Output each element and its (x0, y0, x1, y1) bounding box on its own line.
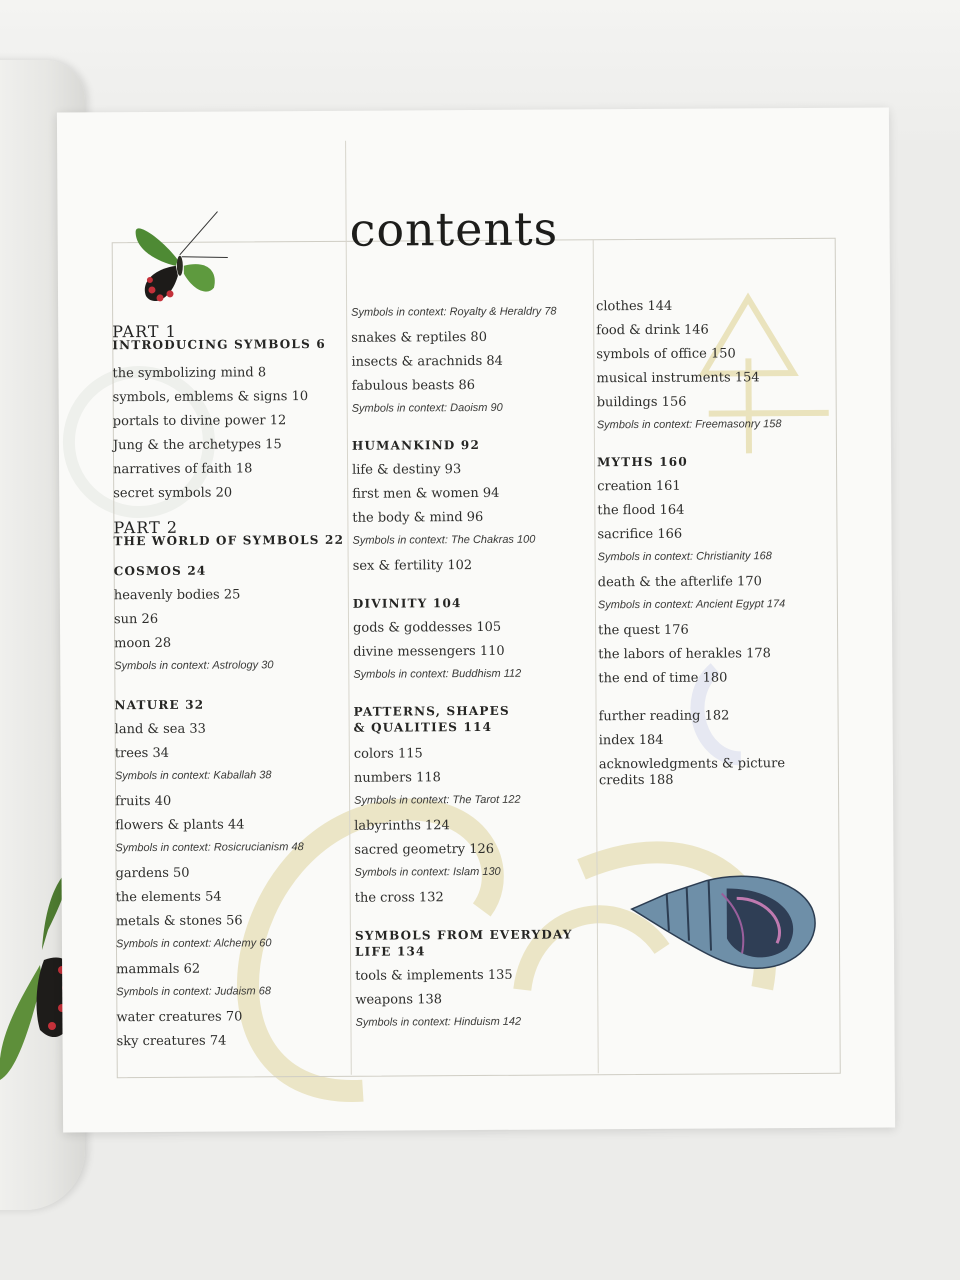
toc-entry: trees 34 (114, 745, 170, 762)
context-entry: Symbols in context: Islam 130 (354, 865, 501, 879)
toc-entry: fabulous beasts 86 (351, 378, 476, 394)
toc-entry: sacrifice 166 (597, 526, 683, 543)
context-entry: Symbols in context: Kaballah 38 (114, 769, 272, 783)
toc-entry: portals to divine power 12 (112, 413, 287, 430)
toc-entry: gods & goddesses 105 (353, 619, 502, 636)
toc-entry: first men & women 94 (352, 485, 500, 502)
toc-entry: acknowledgments & picture (598, 756, 786, 773)
toc-entry: the end of time 180 (598, 670, 728, 687)
section-heading: INTRODUCING SYMBOLS 6 (112, 336, 326, 353)
toc-entry: the flood 164 (597, 502, 685, 519)
section-heading: THE WORLD OF SYMBOLS 22 (113, 532, 345, 549)
toc-entry: the elements 54 (115, 889, 222, 906)
toc-entry: tools & implements 135 (355, 967, 513, 984)
toc-entry: heavenly bodies 25 (113, 587, 241, 604)
toc-entry: sun 26 (113, 611, 159, 628)
toc-entry: land & sea 33 (114, 721, 206, 738)
toc-entry: snakes & reptiles 80 (351, 329, 488, 346)
toc-entry: metals & stones 56 (115, 913, 243, 930)
section-heading: SYMBOLS FROM EVERYDAY (354, 927, 573, 943)
toc-entry: death & the afterlife 170 (597, 574, 762, 591)
section-heading: COSMOS 24 (113, 563, 207, 579)
context-entry: Symbols in context: Rosicrucianism 48 (115, 841, 304, 855)
context-entry: Symbols in context: Christianity 168 (597, 550, 772, 564)
context-entry: Symbols in context: Alchemy 60 (115, 937, 272, 951)
context-entry: Symbols in context: Royalty & Heraldry 78 (351, 305, 557, 319)
toc-entry: sacred geometry 126 (354, 841, 495, 858)
toc-entry: buildings 156 (596, 394, 687, 411)
toc-entry: sky creatures 74 (116, 1033, 227, 1050)
context-entry: Symbols in context: Ancient Egypt 174 (597, 598, 786, 612)
toc-entry: mammals 62 (116, 961, 201, 978)
context-entry: Symbols in context: Freemasonry 158 (596, 418, 782, 432)
toc-entry: sex & fertility 102 (352, 558, 473, 574)
toc-entry: creation 161 (597, 478, 681, 495)
toc-entry: index 184 (598, 732, 664, 749)
context-entry: Symbols in context: Astrology 30 (114, 659, 274, 673)
toc-entry: flowers & plants 44 (115, 817, 245, 834)
toc-entry: moon 28 (114, 635, 172, 652)
section-heading: NATURE 32 (114, 697, 205, 713)
context-entry: Symbols in context: Daoism 90 (351, 401, 503, 415)
toc-entry: food & drink 146 (596, 322, 709, 339)
toc-entry: numbers 118 (353, 770, 441, 786)
context-entry: Symbols in context: The Tarot 122 (354, 793, 521, 807)
toc-entry: gardens 50 (115, 865, 190, 882)
toc-entry: life & destiny 93 (352, 462, 462, 478)
toc-entry: insects & arachnids 84 (351, 353, 503, 370)
toc-entry: narratives of faith 18 (113, 461, 253, 478)
section-heading: PATTERNS, SHAPES (353, 703, 510, 719)
toc-entry: further reading 182 (598, 708, 730, 725)
toc-entry: the cross 132 (354, 890, 444, 906)
toc-entry: labyrinths 124 (354, 818, 450, 834)
toc-entry: the labors of herakles 178 (598, 646, 771, 663)
toc-entry: symbols of office 150 (596, 346, 736, 363)
toc-entry: the quest 176 (598, 622, 689, 639)
toc-entry: fruits 40 (115, 793, 172, 810)
section-heading: HUMANKIND 92 (351, 437, 481, 453)
section-heading: PART 2 (113, 517, 179, 538)
toc-entry: secret symbols 20 (113, 485, 233, 502)
section-heading: MYTHS 160 (596, 454, 688, 470)
toc-entry: musical instruments 154 (596, 370, 760, 387)
contents-page (57, 107, 895, 1132)
context-entry: Symbols in context: Buddhism 112 (353, 667, 522, 681)
section-heading: PART 1 (112, 321, 177, 342)
toc-entry: colors 115 (353, 746, 423, 762)
toc-entry: Jung & the archetypes 15 (112, 437, 282, 454)
toc-entry: symbols, emblems & signs 10 (112, 389, 309, 406)
context-entry: Symbols in context: Hinduism 142 (355, 1015, 522, 1029)
toc-entry: clothes 144 (596, 298, 673, 315)
section-heading: & QUALITIES 114 (353, 719, 493, 735)
section-heading: LIFE 134 (354, 944, 426, 959)
context-entry: Symbols in context: Judaism 68 (116, 985, 271, 999)
section-heading: DIVINITY 104 (352, 596, 462, 611)
toc-entry: weapons 138 (355, 992, 443, 1008)
context-entry: Symbols in context: The Chakras 100 (352, 533, 536, 547)
toc-entry: water creatures 70 (116, 1009, 243, 1026)
toc-entry: divine messengers 110 (353, 643, 505, 660)
toc-entry: the symbolizing mind 8 (112, 365, 267, 382)
page-title: contents (349, 201, 559, 257)
toc-entry: the body & mind 96 (352, 509, 484, 526)
toc-entry: credits 188 (598, 772, 674, 789)
